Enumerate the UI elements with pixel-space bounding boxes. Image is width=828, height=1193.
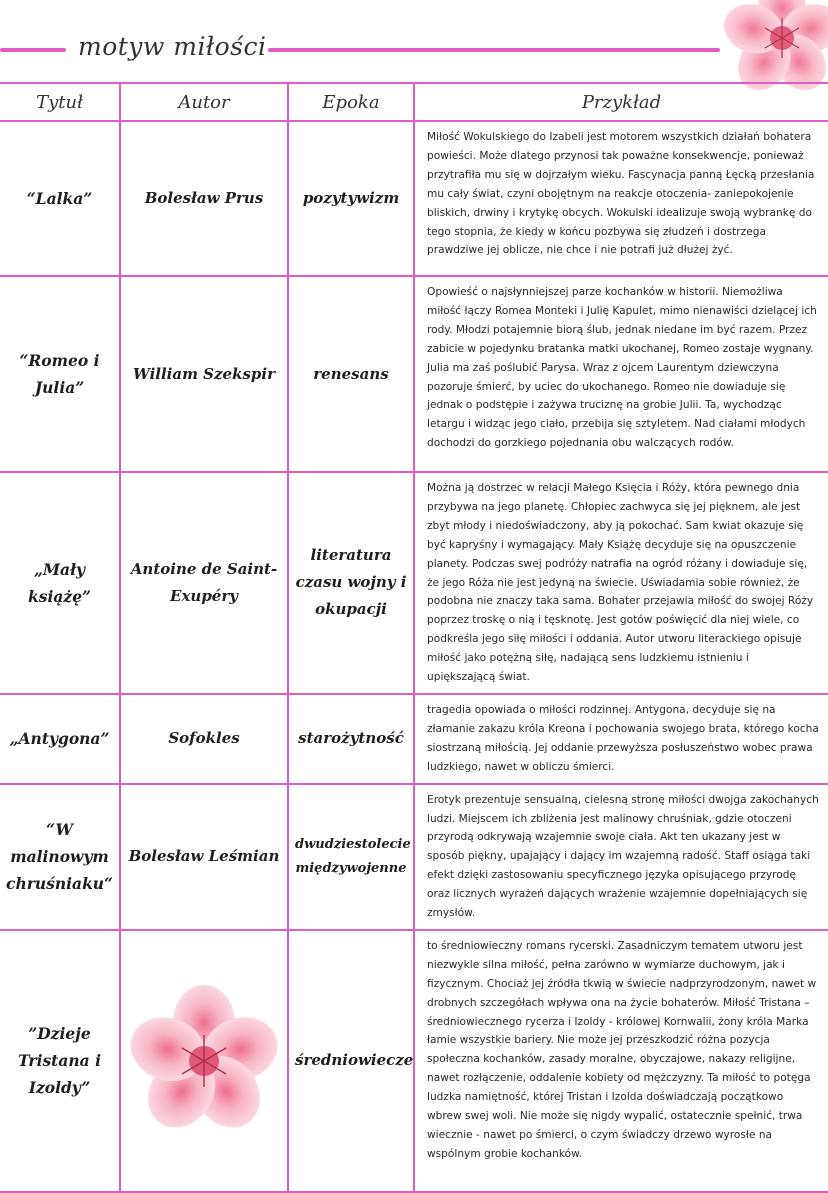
row-author: Antoine de Saint-Exupéry: [120, 472, 288, 694]
table-row: [0, 784, 828, 930]
header-title: Tytuł: [0, 83, 120, 121]
header-epoch: Epoka: [288, 83, 414, 121]
row-example: tragedia opowiada o miłości rodzinnej. Antygona, decyduje się na złamanie zakazu króla Kreona i pochowania swojego brata, którego kocha siostrzaną miłością. Jej oddanie przewyższa posłuszeństwo wobec prawa ludzkiego, nawet w obliczu śmierci.: [414, 694, 828, 784]
row-epoch: literatura czasu wojny i okupacji: [288, 472, 414, 694]
row-title: “Romeo i Julia”: [0, 276, 120, 472]
row-author-flower-cell: [120, 930, 288, 1192]
row-example: Miłość Wokulskiego do Izabeli jest motorem wszystkich działań bohatera powieści. Może dlatego przynosi tak poważne konsekwencje, ponieważ przytrafiła mu się w dojrzałym wieku. Fascynacja panną Łęcką przesłania mu cały świat, czyni obojętnym na reakcje otoczenia- zaniepokojenie bliskich, drwiny i krytykę obcych. Wokulski idealizuje swoją wybrankę do tego stopnia, że kiedy w końcu pozbywa się złudzeń i dostrzega prawdziwe jej oblicze, nie chce i nie potrafi już dłużej żyć.: [414, 121, 828, 276]
header-line-left: [0, 48, 66, 52]
row-epoch: pozytywizm: [288, 121, 414, 276]
row-epoch: renesans: [288, 276, 414, 472]
row-title: „Antygona”: [0, 694, 120, 784]
table-row: [0, 276, 828, 472]
row-author: William Szekspir: [120, 276, 288, 472]
table-row: [0, 930, 828, 1192]
header-line-right: [268, 48, 720, 52]
header-example: Przykład: [414, 83, 828, 121]
row-example: Erotyk prezentuje sensualną, cielesną stronę miłości dwojga zakochanych ludzi. Miejscem ich zbliżenia jest malinowy chruśniak, gdzie otoczeni przyrodą odkrywają wzajemnie swoje ciała. Akt ten ukazany jest w sposób piękny, upajający i dający im wzajemną radość. Staff osiąga taki efekt dzięki zastosowaniu specyficznego języka opisującego przyrodę oraz licznych wyrażeń dających wrażenie wzajemnie dopełniających się zmysłów.: [414, 784, 828, 930]
row-title: ”Dzieje Tristana i Izoldy”: [0, 930, 120, 1192]
row-example: Opowieść o najsłynniejszej parze kochanków w historii. Niemożliwa miłość łączy Romea Monteki i Julię Kapulet, mimo nienawiści dzielącej ich rody. Młodzi potajemnie biorą ślub, jednak niedane im być razem. Przez zabicie w pojedynku bratanka matki ukochanej, Romeo zostaje wygnany. Julia ma zaś poślubić Parysa. Wraz z ojcem Laurentym dziewczyna pozoruje śmierć, by uciec do ukochanego. Romeo nie dowiaduje się jednak o podstępie i zażywa truciznę na grobie Julii. Ta, wychodząc letargu i widząc jego ciało, przebija się sztyletem. Nad ciałami młodych dochodzi do gorzkiego pojednania obu walczących rodów.: [414, 276, 828, 472]
page-title: motyw miłości: [78, 32, 267, 61]
row-epoch: średniowiecze: [288, 930, 414, 1192]
pink-flower-icon: [128, 985, 280, 1137]
page-header: [0, 28, 828, 78]
row-epoch: dwudziestolecie międzywojenne: [288, 784, 414, 930]
love-motif-table: [0, 82, 828, 1193]
table-row: [0, 472, 828, 694]
row-author: Bolesław Prus: [120, 121, 288, 276]
row-author: Bolesław Leśmian: [120, 784, 288, 930]
table-row: [0, 121, 828, 276]
row-title: „Mały książę”: [0, 472, 120, 694]
table-header-row: [0, 83, 828, 121]
row-example: to średniowieczny romans rycerski. Zasadniczym tematem utworu jest niezwykle silna miłość, pełna zarówno w wymiarze duchowym, jak i fizycznym. Chociaż jej źródła tkwią w świecie nadprzyrodzonym, nawet w drobnych szczegółach wpływa ona na życie bohaterów. Miłość Tristana – średniowiecznego rycerza i Izoldy - królowej Kornwalii, żony króla Marka łamie wszystkie bariery. Nie może jej przeszkodzić różna pozycja społeczna kochanków, zasady moralne, obyczajowe, nakazy religijne, nawet rozłączenie, oddalenie kobiety od mężczyzny. Ta miłość to potęga ludzka namiętność, której Tristan i Izolda doświadczają początkowo wbrew swej woli. Nie może się nigdy wypalić, ostatecznie spełnić, trwa wiecznie - nawet po śmierci, o czym świadczy drzewo wyrosłe na wspólnym grobie kochanków.: [414, 930, 828, 1192]
row-author: Sofokles: [120, 694, 288, 784]
row-example: Można ją dostrzec w relacji Małego Księcia i Róży, która pewnego dnia przybywa na jego planetę. Chłopiec zachwyca się jej pięknem, ale jest zbyt młody i niedoświadczony, aby ją pokochać. Sam kwiat okazuje się być kapryśny i wymagający. Mały Książę decyduje się na opuszczenie planety. Podczas swej podróży natrafia na ogród różany i dowiaduje się, że jego Róża nie jest jedyną na świecie. Uświadamia sobie również, że podobna nie znaczy taka sama. Bohater przejawia miłość do swojej Róży poprzez troskę o nią i tęsknotę. Jest gotów poświęcić dla niej wiele, co podkreśla jego siłę miłości i oddania. Autor utworu literackiego opisuje miłość jako potężną siłę, nadającą sens ludzkiemu istnieniu i upiększającą świat.: [414, 472, 828, 694]
row-title: “W malinowym chruśniaku“: [0, 784, 120, 930]
table-row: [0, 694, 828, 784]
row-title: “Lalka”: [0, 121, 120, 276]
header-author: Autor: [120, 83, 288, 121]
row-epoch: starożytność: [288, 694, 414, 784]
